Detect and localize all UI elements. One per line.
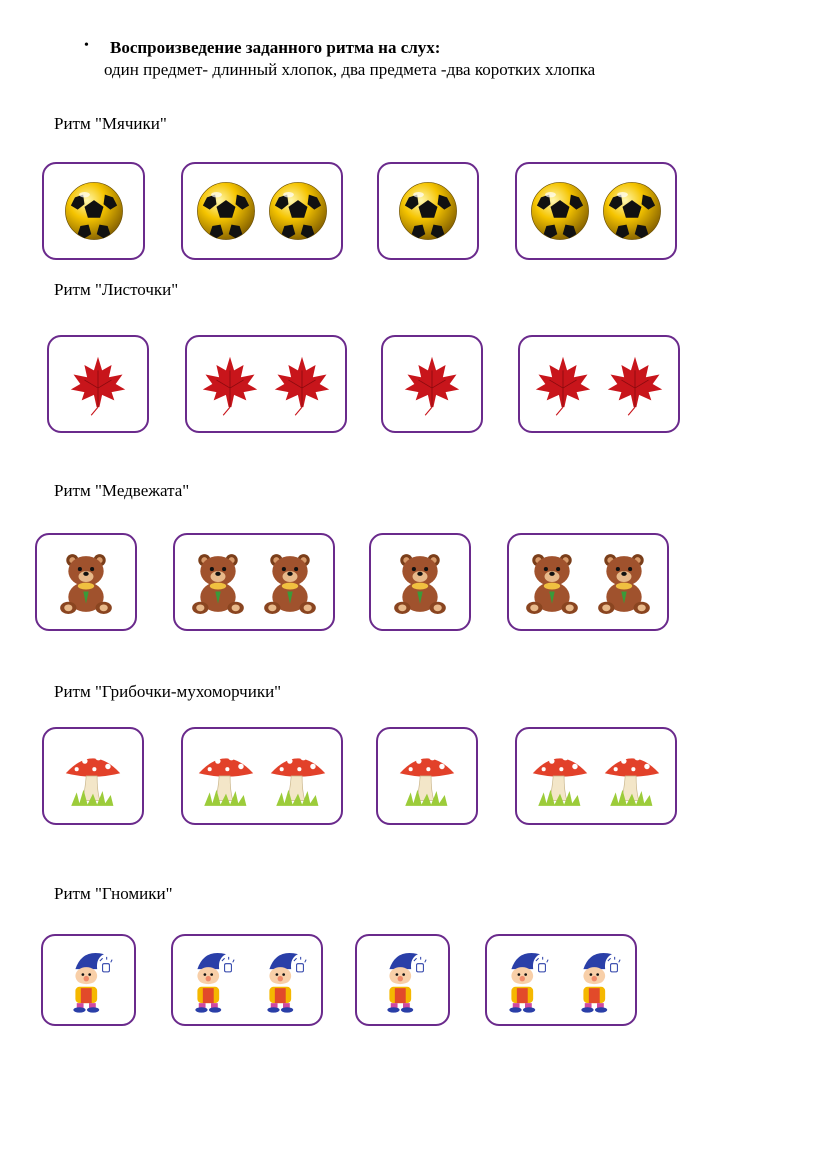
rhythm-card-gnomes-2 [171,934,323,1026]
fly-agaric-mushroom-icon [264,740,332,812]
rhythm-card-balls-2 [181,162,343,260]
maple-leaf-icon [196,348,264,420]
soccer-ball-icon [60,175,128,247]
fly-agaric-mushroom-icon [192,740,260,812]
rhythm-card-gnomes-3 [355,934,450,1026]
maple-leaf-icon [64,348,132,420]
task-title: Воспроизведение заданного ритма на слух: [110,38,441,57]
rhythm-card-mushrooms-1 [42,727,144,825]
rhythm-card-mushrooms-4 [515,727,677,825]
section-title-bears: Ритм "Медвежата" [54,481,190,500]
teddy-bear-icon [256,546,324,618]
soccer-ball-icon [526,175,594,247]
soccer-ball-icon [192,175,260,247]
maple-leaf-icon [601,348,669,420]
rhythm-card-leaves-2 [185,335,347,433]
fly-agaric-mushroom-icon [59,740,127,812]
maple-leaf-icon [529,348,597,420]
rhythm-card-mushrooms-2 [181,727,343,825]
fly-agaric-mushroom-icon [526,740,594,812]
rhythm-card-mushrooms-3 [376,727,478,825]
rhythm-card-bears-3 [369,533,471,631]
teddy-bear-icon [518,546,586,618]
rhythm-card-leaves-3 [381,335,483,433]
gnome-icon [55,944,123,1016]
gnome-icon [491,944,559,1016]
teddy-bear-icon [52,546,120,618]
maple-leaf-icon [268,348,336,420]
section-title-mushrooms: Ритм "Грибочки-мухоморчики" [54,682,282,701]
teddy-bear-icon [590,546,658,618]
task-instruction: один предмет- длинный хлопок, два предмета -два коротких хлопка [104,60,596,79]
rhythm-card-leaves-4 [518,335,680,433]
gnome-icon [563,944,631,1016]
section-title-leaves: Ритм "Листочки" [54,280,179,299]
soccer-ball-icon [264,175,332,247]
gnome-icon [249,944,317,1016]
rhythm-card-gnomes-1 [41,934,136,1026]
rhythm-card-gnomes-4 [485,934,637,1026]
section-title-balls: Ритм "Мячики" [54,114,167,133]
teddy-bear-icon [386,546,454,618]
rhythm-card-balls-3 [377,162,479,260]
rhythm-card-bears-1 [35,533,137,631]
soccer-ball-icon [598,175,666,247]
bullet-marker: • [84,38,89,53]
soccer-ball-icon [394,175,462,247]
rhythm-card-balls-1 [42,162,145,260]
rhythm-card-bears-2 [173,533,335,631]
rhythm-card-bears-4 [507,533,669,631]
gnome-icon [177,944,245,1016]
section-title-gnomes: Ритм "Гномики" [54,884,173,903]
gnome-icon [369,944,437,1016]
rhythm-card-leaves-1 [47,335,149,433]
fly-agaric-mushroom-icon [598,740,666,812]
teddy-bear-icon [184,546,252,618]
fly-agaric-mushroom-icon [393,740,461,812]
rhythm-card-balls-4 [515,162,677,260]
maple-leaf-icon [398,348,466,420]
